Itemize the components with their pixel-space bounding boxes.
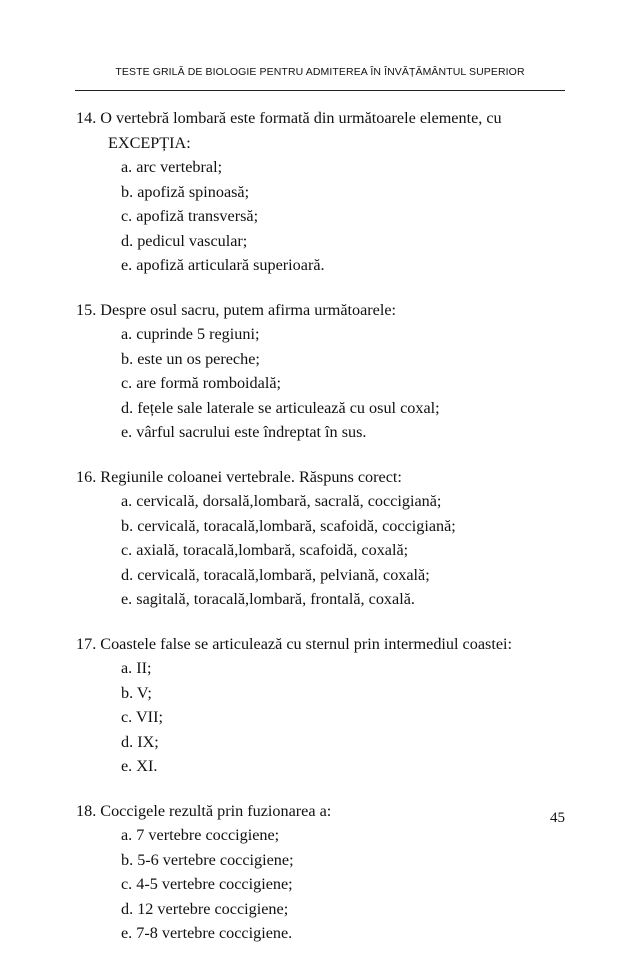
question-number: 14. <box>76 109 97 127</box>
option-list <box>76 155 576 278</box>
header-rule <box>75 90 565 91</box>
option-a: a. cuprinde 5 regiuni; <box>121 325 260 343</box>
question-text-line1: Regiunile coloanei vertebrale. Răspuns corect: <box>100 467 402 486</box>
option-d: d. IX; <box>121 732 159 751</box>
option-d: d. 12 vertebre coccigiene; <box>121 899 289 918</box>
question-text <box>76 799 576 824</box>
question-number: 16. <box>76 467 97 486</box>
question-text <box>76 298 576 323</box>
option-d: d. cervicală, toracală,lombară, pelviană, coxală; <box>121 565 430 584</box>
question-list <box>76 106 576 966</box>
question-text-line2: EXCEPȚIA: <box>108 133 191 152</box>
question-text <box>76 106 576 131</box>
option-a: a. 7 vertebre coccigiene; <box>121 826 280 844</box>
option-a: a. arc vertebral; <box>121 158 223 176</box>
option-list <box>76 823 576 946</box>
page-number: 45 <box>550 810 565 826</box>
option-e: e. XI. <box>121 757 158 775</box>
option-b: b. apofiză spinoasă; <box>121 182 250 201</box>
option-e: e. vârful sacrului este îndreptat în sus. <box>121 423 367 441</box>
option-d: d. pedicul vascular; <box>121 231 248 250</box>
running-header: TESTE GRILĂ DE BIOLOGIE PENTRU ADMITEREA ÎN ÎNVĂȚĂMÂNTUL SUPERIOR <box>115 66 525 78</box>
option-b: b. 5-6 vertebre coccigiene; <box>121 850 294 869</box>
question-16 <box>76 465 576 612</box>
option-list <box>76 489 576 612</box>
option-e: e. 7-8 vertebre coccigiene. <box>121 924 293 942</box>
option-c: c. are formă romboidală; <box>121 374 282 392</box>
option-d: d. fețele sale laterale se articulează cu osul coxal; <box>121 398 440 417</box>
option-b: b. V; <box>121 683 152 702</box>
option-c: c. VII; <box>121 708 163 726</box>
option-b: b. este un os pereche; <box>121 349 260 368</box>
question-number: 18. <box>76 801 97 820</box>
option-list <box>76 656 576 779</box>
question-number: 17. <box>76 634 97 653</box>
question-number: 15. <box>76 300 97 319</box>
question-17 <box>76 632 576 779</box>
option-e: e. sagitală, toracală,lombară, frontală, coxală. <box>121 590 415 608</box>
option-c: c. axială, toracală,lombară, scafoidă, coxală; <box>121 541 409 559</box>
option-c: c. apofiză transversă; <box>121 207 259 225</box>
option-e: e. apofiză articulară superioară. <box>121 256 325 274</box>
question-text-line1: Coccigele rezultă prin fuzionarea a: <box>100 801 332 820</box>
question-18 <box>76 799 576 946</box>
option-a: a. cervicală, dorsală,lombară, sacrală, coccigiană; <box>121 492 442 510</box>
question-15 <box>76 298 576 445</box>
question-text-line1: O vertebră lombară este formată din următoarele elemente, cu <box>100 109 502 127</box>
question-text-line1: Coastele false se articulează cu sternul prin intermediul coastei: <box>100 634 512 653</box>
option-b: b. cervicală, toracală,lombară, scafoidă, coccigiană; <box>121 516 456 535</box>
question-text <box>76 632 576 657</box>
option-list <box>76 322 576 445</box>
option-a: a. II; <box>121 659 152 677</box>
question-text <box>76 465 576 490</box>
question-text-line1: Despre osul sacru, putem afirma următoarele: <box>100 300 397 319</box>
option-c: c. 4-5 vertebre coccigiene; <box>121 875 293 893</box>
question-14 <box>76 106 576 278</box>
